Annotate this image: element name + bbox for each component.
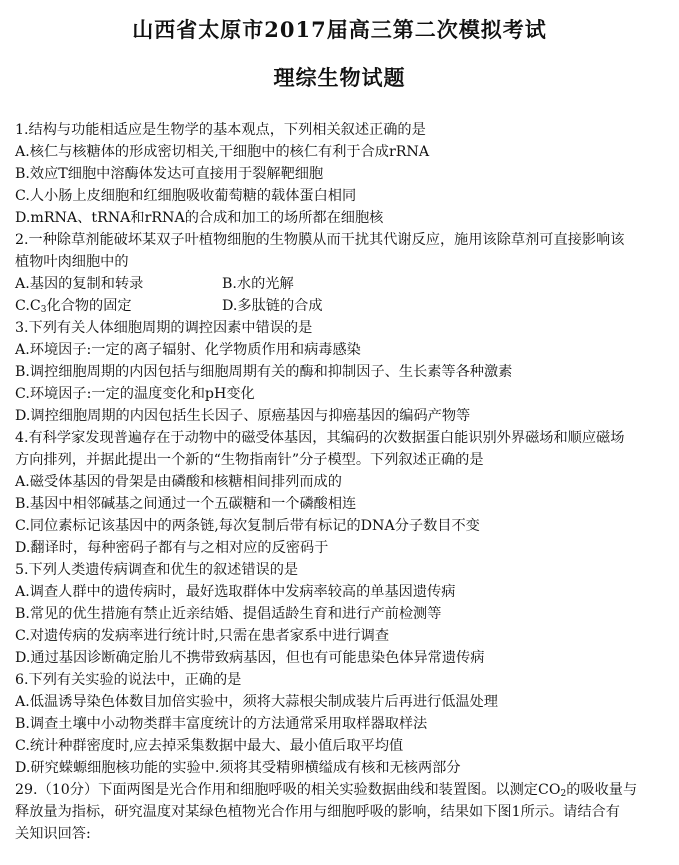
question-4-stem-line-2: 方向排列，并据此提出一个新的“生物指南针”分子模型。下列叙述正确的是 [15,452,484,468]
question-6-option-b: B.调查土壤中小动物类群丰富度统计的方法通常采用取样器取样法 [15,716,428,732]
question-1-option-b: B.效应T细胞中溶酶体发达可直接用于裂解靶细胞 [15,166,324,182]
question-6-option-a: A.低温诱导染色体数目加倍实验中，须将大蒜根尖制成装片后再进行低温处理 [15,694,498,710]
question-4-option-b: B.基因中相邻碱基之间通过一个五碳糖和一个磷酸相连 [15,496,357,512]
question-3-option-d: D.调控细胞周期的内因包括生长因子、原癌基因与抑癌基因的编码产物等 [15,408,471,424]
question-2-options-row-2 [15,297,323,315]
question-6-option-d: D.研究蝾螈细胞核功能的实验中.须将其受精卵横缢成有核和无核两部分 [15,760,461,776]
question-5-option-c: C.对遗传病的发病率进行统计时,只需在患者家系中进行调查 [15,628,390,644]
question-1-stem: 1.结构与功能相适应是生物学的基本观点，下列相关叙述正确的是 [15,122,426,138]
question-3-stem: 3.下列有关人体细胞周期的调控因素中错误的是 [15,320,313,336]
question-29-line-2: 释放量为指标，研究温度对某绿色植物光合作用与细胞呼吸的影响，结果如下图1所示。请结合有 [15,804,620,820]
question-1-option-d: D.mRNA、tRNA和rRNA的合成和加工的场所都在细胞核 [15,210,384,226]
question-1-option-a: A.核仁与核糖体的形成密切相关,干细胞中的核仁有利于合成rRNA [15,144,430,160]
question-2-stem-line-1: 2.一种除草剂能破坏某双子叶植物细胞的生物膜从而干扰其代谢反应，施用该除草剂可直接影响该 [15,232,625,248]
question-2-option-b: B.水的光解 [222,276,294,292]
question-5-option-d: D.通过基因诊断确定胎儿不携带致病基因，但也有可能患染色体异常遗传病 [15,650,485,666]
question-6-option-c: C.统计种群密度时,应去掉采集数据中最大、最小值后取平均值 [15,738,404,754]
question-2-options-row-1 [15,275,294,293]
question-3-option-b: B.调控细胞周期的内因包括与细胞周期有关的酶和抑制因子、生长素等各种激素 [15,364,513,380]
question-2-stem-line-2: 植物叶肉细胞中的 [15,254,129,270]
exam-subtitle: 理综生物试题 [273,65,406,90]
question-2-option-d: D.多肽链的合成 [222,298,323,314]
question-2-option-a: A.基因的复制和转录 [15,276,144,292]
exam-title: 山西省太原市2017届高三第二次模拟考试 [132,17,547,42]
question-2-option-c: $C.C_3$化合物的固定 [15,298,132,315]
question-5-option-b: B.常见的优生措施有禁止近亲结婚、提倡适龄生育和进行产前检测等 [15,606,442,622]
question-3-option-c: C.环境因子:一定的温度变化和pH变化 [15,386,255,402]
question-1-option-c: C.人小肠上皮细胞和红细胞吸收葡萄糖的载体蛋白相同 [15,188,357,204]
question-4-option-c: C.同位素标记该基因中的两条链,每次复制后带有标记的DNA分子数目不变 [15,518,480,534]
question-29-line-3: 关知识回答: [15,826,91,842]
question-6-stem: 6.下列有关实验的说法中，正确的是 [15,672,242,688]
question-4-option-a: A.磁受体基因的骨架是由磷酸和核糖相间排列而成的 [15,474,342,490]
question-4-option-d: D.翻译时，每种密码子都有与之相对应的反密码于 [15,540,329,556]
question-3-option-a: A.环境因子:一定的离子辐射、化学物质作用和病毒感染 [15,342,361,358]
question-29-line-1: 29.（10分）下面两图是光合作用和细胞呼吸的相关实验数据曲线和装置图。以测定$CO_2$的吸收量与 [15,782,638,799]
question-5-stem: 5.下列人类遗传病调查和优生的叙述错误的是 [15,562,299,578]
question-4-stem-line-1: 4.有科学家发现普遍存在于动物中的磁受体基因，其编码的次数据蛋白能识别外界磁场和顺应磁场 [15,430,625,446]
question-5-option-a: A.调查人群中的遗传病时，最好选取群体中发病率较高的单基因遗传病 [15,584,456,600]
